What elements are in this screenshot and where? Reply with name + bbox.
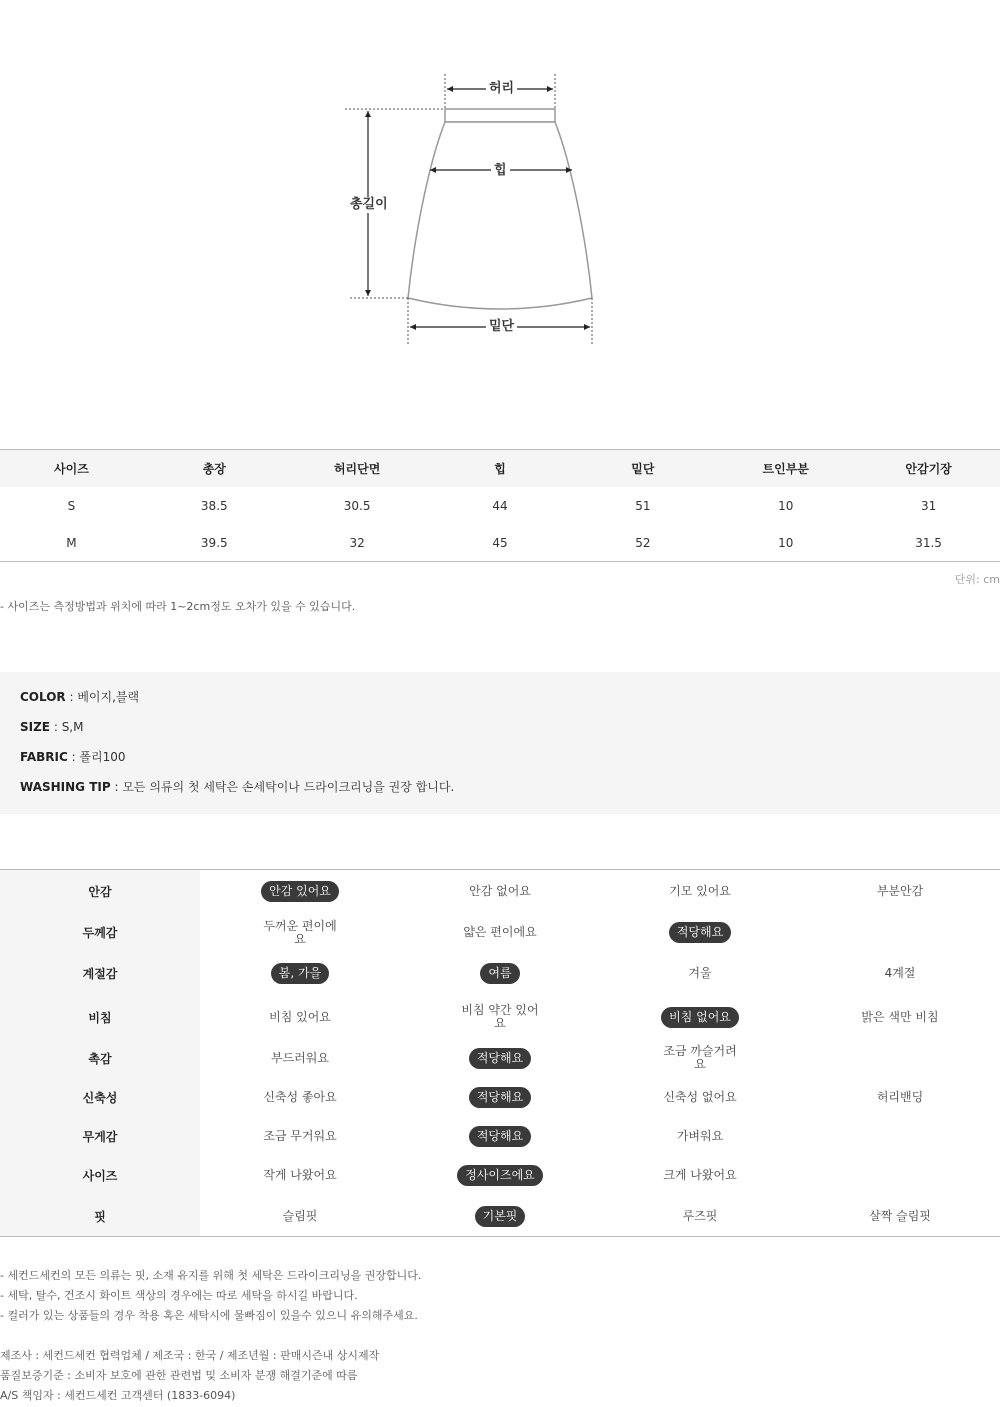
attribute-option-selected: 적당해요: [469, 1048, 531, 1069]
attribute-option-cell: [200, 1210, 400, 1223]
size-row: [20, 718, 980, 748]
attribute-option: 조금 까슬거려요: [663, 1044, 737, 1071]
attribute-label: 핏: [0, 1197, 200, 1236]
attribute-option-selected: 정사이즈에요: [457, 1165, 543, 1186]
header-cell: 사이즈: [54, 462, 89, 476]
attribute-row: [0, 1041, 1000, 1075]
attribute-option-cell: [200, 1130, 400, 1143]
header-cell: 총장: [202, 462, 226, 476]
skirt-outline: [0, 0, 1000, 360]
attribute-option-cell: [200, 963, 400, 984]
table-cell: 10: [778, 535, 794, 550]
hip-label: 힙: [491, 163, 510, 179]
header-cell: 밑단: [631, 462, 655, 476]
attribute-option: 얇은 편이에요: [463, 925, 537, 939]
attribute-label: 신축성: [0, 1075, 200, 1119]
table-cell: 44: [492, 498, 508, 513]
attribute-label: 비침: [0, 993, 200, 1041]
table-cell: M: [66, 535, 77, 550]
fabric-row: [20, 748, 980, 778]
attribute-option-cell: [600, 1210, 800, 1223]
color-row: [20, 688, 980, 718]
header-cell: 트인부분: [762, 462, 809, 476]
table-cell: S: [67, 498, 76, 513]
attribute-option: 겨울: [688, 965, 712, 980]
attribute-option-selected: 비침 없어요: [661, 1007, 739, 1028]
legal-note: 제조사 : 세컨드세컨 협력업체 / 제조국 : 한국 / 제조년월 : 판매시즌내 상시제작: [0, 1349, 380, 1362]
attribute-option-cell: [800, 967, 1000, 980]
attribute-option-selected: 적당해요: [469, 1126, 531, 1147]
attribute-row: [0, 912, 1000, 953]
attribute-label: 안감: [0, 870, 200, 912]
attribute-option: 허리밴딩: [876, 1089, 924, 1104]
table-cell: 39.5: [200, 535, 228, 550]
unit-label: 단위: cm: [954, 573, 1000, 586]
header-cell: 힙: [494, 462, 506, 476]
table-cell: 10: [778, 498, 794, 513]
legal-note: A/S 책임자 : 세컨드세컨 고객센터 (1833-6094): [0, 1389, 236, 1402]
attribute-row: [0, 1075, 1000, 1119]
attribute-option-selected: 안감 있어요: [261, 881, 339, 902]
length-label: 총길이: [347, 197, 391, 213]
attribute-option-cell: [400, 926, 600, 939]
size-note: - 사이즈는 측정방법과 위치에 따라 1~2cm정도 오차가 있을 수 있습니다.: [0, 600, 356, 613]
attribute-grid: [0, 869, 1000, 1237]
attribute-option: 루즈핏: [682, 1209, 718, 1223]
attribute-option-cell: [800, 885, 1000, 898]
attribute-option-cell: [800, 1091, 1000, 1104]
attribute-option: 크게 나왔어요: [663, 1167, 737, 1182]
attribute-option-cell: [600, 885, 800, 898]
attribute-option-cell: [600, 967, 800, 980]
attribute-option-cell: [400, 1048, 600, 1069]
attribute-option-cell: [600, 922, 800, 943]
table-cell: 32: [349, 535, 365, 550]
attribute-option: 부드러워요: [271, 1050, 329, 1065]
attribute-option-cell: [400, 1004, 600, 1030]
fabric-value: : 폴리100: [67, 750, 126, 764]
attribute-option: 작게 나왔어요: [263, 1167, 337, 1182]
attribute-option: 슬림핏: [282, 1209, 318, 1223]
attribute-option-selected: 봄, 가을: [271, 963, 329, 984]
table-cell: 52: [635, 535, 651, 550]
table-cell: 30.5: [343, 498, 371, 513]
hem-label: 밑단: [486, 319, 517, 335]
attribute-option-cell: [200, 1169, 400, 1182]
attribute-option-cell: [600, 1130, 800, 1143]
header-cell: 허리단면: [333, 462, 381, 476]
care-note: - 세탁, 탈수, 건조시 화이트 색상의 경우에는 따로 세탁을 하시길 바랍니다.: [0, 1289, 358, 1302]
attribute-option-selected: 적당해요: [469, 1087, 531, 1108]
washing-row: [20, 778, 980, 808]
attribute-label: 촉감: [0, 1041, 200, 1075]
attribute-option-cell: [600, 1169, 800, 1182]
table-cell: 45: [492, 535, 508, 550]
waist-label: 허리: [486, 81, 517, 97]
attribute-option-cell: [200, 1091, 400, 1104]
attribute-option-cell: [200, 920, 400, 946]
washing-value: : 모든 의류의 첫 세탁은 손세탁이나 드라이크리닝을 권장 합니다.: [110, 780, 455, 794]
attribute-row: [0, 1119, 1000, 1153]
table-cell: 31: [920, 498, 937, 513]
care-note: - 컬러가 있는 상품들의 경우 착용 혹은 세탁시에 물빠짐이 있을수 있으니 유의해주세요.: [0, 1309, 418, 1322]
care-note: - 세컨드세컨의 모든 의류는 핏, 소재 유지를 위해 첫 세탁은 드라이크리닝을 권장합니다.: [0, 1269, 422, 1282]
attribute-option: 살짝 슬림핏: [869, 1209, 931, 1223]
attribute-option-cell: [200, 1011, 400, 1024]
attribute-row: [0, 953, 1000, 993]
size-value: : S,M: [50, 720, 84, 734]
product-info-box: [0, 672, 1000, 814]
attribute-option: 비침 약간 있어요: [461, 1003, 539, 1030]
table-cell: 51: [635, 498, 651, 513]
skirt-measurement-diagram: [0, 0, 1000, 360]
attribute-label: 무게감: [0, 1119, 200, 1153]
table-row: [0, 524, 1000, 561]
attribute-label: 계절감: [0, 953, 200, 993]
attribute-row: [0, 870, 1000, 912]
attribute-label: 두께감: [0, 912, 200, 953]
attribute-option: 비침 있어요: [269, 1009, 331, 1024]
attribute-label: 사이즈: [0, 1153, 200, 1197]
attribute-option-cell: [800, 1210, 1000, 1223]
attribute-option-cell: [400, 1087, 600, 1108]
attribute-option-cell: [800, 1011, 1000, 1024]
attribute-option-cell: [600, 1045, 800, 1071]
attribute-option: 신축성 없어요: [663, 1089, 737, 1104]
attribute-option: 부분안감: [876, 883, 924, 898]
attribute-option-cell: [400, 1206, 600, 1227]
washing-label: WASHING TIP: [20, 780, 111, 794]
attribute-row: [0, 1153, 1000, 1197]
legal-note: 품질보증기준 : 소비자 보호에 관한 관련법 및 소비자 분쟁 해결기준에 따름: [0, 1369, 358, 1382]
color-value: : 베이지,블랙: [65, 690, 140, 704]
table-cell: 31.5: [915, 535, 942, 550]
table-cell: 38.5: [200, 498, 228, 513]
attribute-option-selected: 기본핏: [475, 1206, 526, 1227]
size-table: [0, 449, 1000, 562]
table-row: [0, 487, 1000, 524]
size-table-header: [0, 450, 1000, 487]
attribute-option: 두꺼운 편이에요: [263, 918, 337, 946]
attribute-option: 안감 없어요: [469, 883, 531, 898]
attribute-option-cell: [400, 963, 600, 984]
size-label: SIZE: [20, 720, 51, 734]
attribute-option: 가벼워요: [676, 1128, 724, 1143]
care-notes: [0, 1268, 1000, 1407]
fabric-label: FABRIC: [20, 750, 68, 764]
attribute-option-cell: [200, 1052, 400, 1065]
header-cell: 안감기장: [905, 462, 952, 476]
attribute-option: 조금 무거워요: [263, 1128, 337, 1143]
color-label: COLOR: [20, 690, 66, 704]
attribute-option-selected: 적당해요: [669, 922, 731, 943]
attribute-row: [0, 993, 1000, 1041]
attribute-row: [0, 1197, 1000, 1236]
attribute-option: 4계절: [884, 965, 916, 980]
attribute-option: 기모 있어요: [669, 883, 731, 898]
attribute-option-cell: [400, 885, 600, 898]
attribute-option: 신축성 좋아요: [263, 1089, 337, 1104]
attribute-option-cell: [600, 1007, 800, 1028]
attribute-option-cell: [400, 1165, 600, 1186]
attribute-option-selected: 여름: [480, 963, 519, 984]
attribute-option-cell: [200, 881, 400, 902]
attribute-option: 밝은 색만 비침: [861, 1009, 939, 1024]
attribute-option-cell: [400, 1126, 600, 1147]
attribute-option-cell: [600, 1091, 800, 1104]
